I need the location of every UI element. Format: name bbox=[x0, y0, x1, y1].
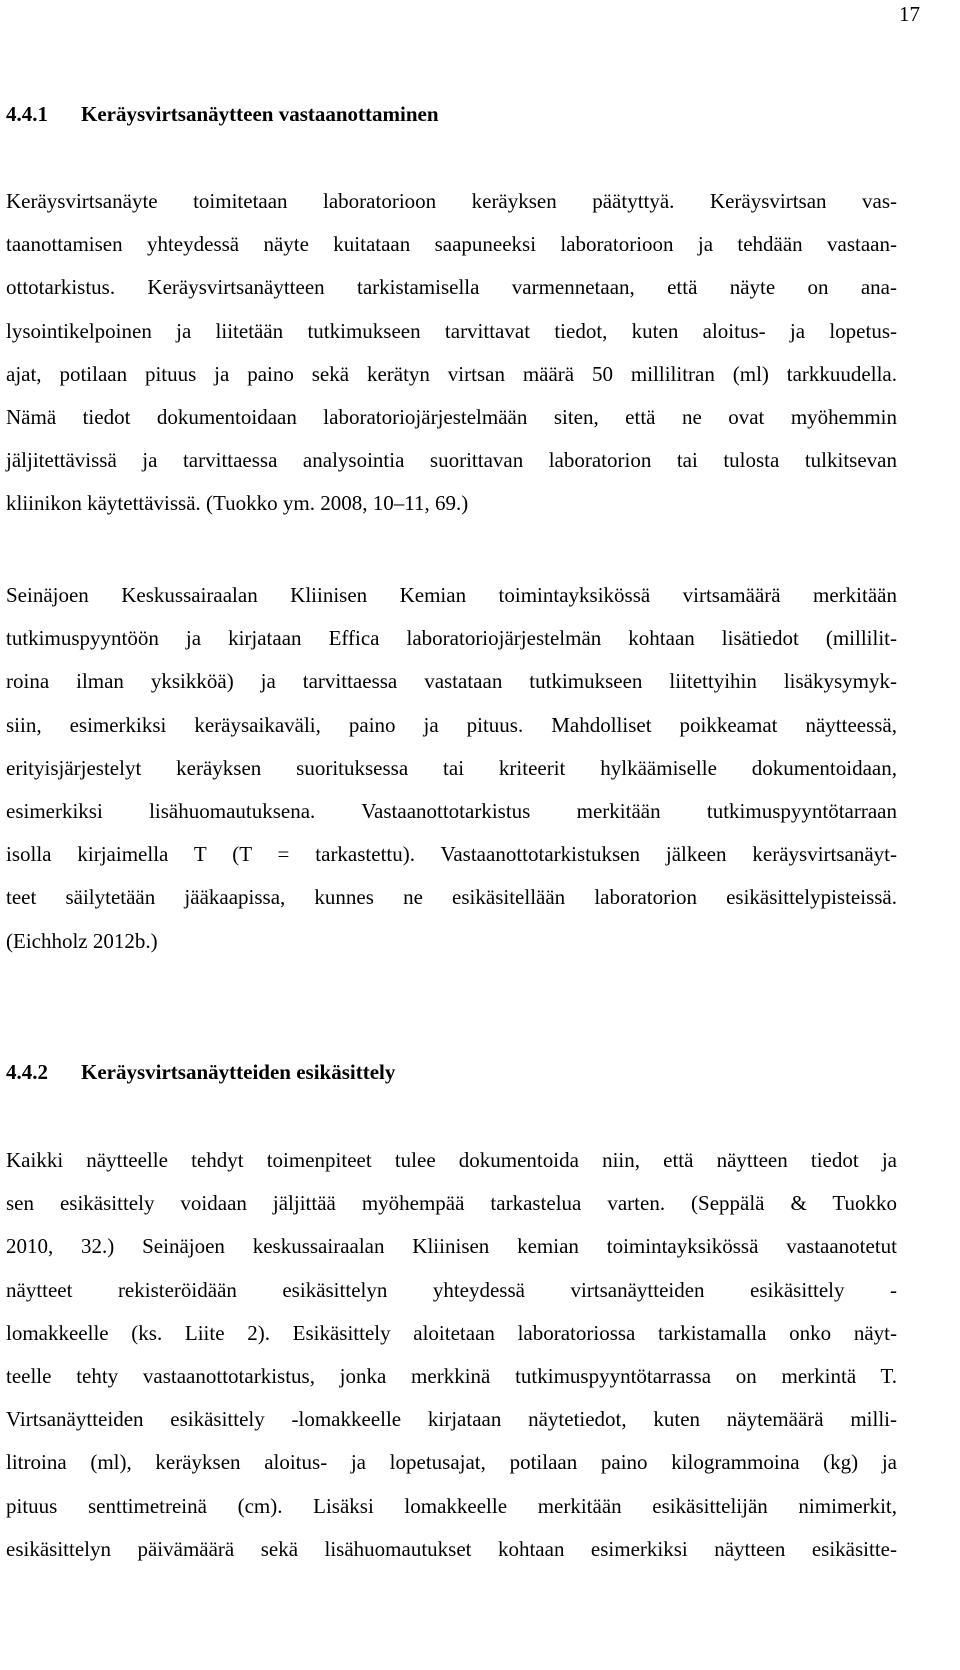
text-line: esimerkiksi lisähuomautuksena. Vastaanottotarkistus merkitään tutkimuspyyntötarraan bbox=[6, 798, 897, 823]
text-line: näytteet rekisteröidään esikäsittelyn yhteydessä virtsanäytteiden esikäsittely - bbox=[6, 1277, 897, 1302]
text-line: teelle tehty vastaanottotarkistus, jonka merkkinä tutkimuspyyntötarrassa on merkintä T. bbox=[6, 1363, 897, 1388]
paragraph-pretreatment bbox=[6, 1139, 897, 1571]
text-line: Nämä tiedot dokumentoidaan laboratoriojärjestelmään siten, että ne ovat myöhemmin bbox=[6, 404, 897, 429]
text-line: (Eichholz 2012b.) bbox=[6, 928, 158, 953]
text-line: esikäsittelyn päivämäärä sekä lisähuomautukset kohtaan esimerkiksi näytteen esikäsitte- bbox=[6, 1536, 897, 1561]
text-line: Virtsanäytteiden esikäsittely -lomakkeelle kirjataan näytetiedot, kuten näytemäärä milli- bbox=[6, 1407, 897, 1432]
text-line: erityisjärjestelyt keräyksen suorituksessa tai kriteerit hylkäämiselle dokumentoidaan, bbox=[6, 755, 897, 780]
text-line: jäljitettävissä ja tarvittaessa analysointia suorittavan laboratorion tai tulosta tulkitsevan bbox=[6, 448, 897, 473]
text-line: roina ilman yksikköä) ja tarvittaessa vastataan tutkimukseen liitettyihin lisäkysymyk- bbox=[6, 669, 897, 694]
paragraph-receipt-intro bbox=[6, 180, 897, 526]
text-line: kliinikon käytettävissä. (Tuokko ym. 2008, 10–11, 69.) bbox=[6, 491, 469, 516]
section-heading-4-4-1 bbox=[6, 100, 439, 128]
section-title: Keräysvirtsanäytteiden esikäsittely bbox=[81, 1060, 396, 1084]
text-line: 2010, 32.) Seinäjoen keskussairaalan Kliinisen kemian toimintayksikössä vastaanotetut bbox=[6, 1234, 897, 1259]
text-line: Kaikki näytteelle tehdyt toimenpiteet tulee dokumentoida niin, että näytteen tiedot ja bbox=[6, 1148, 897, 1172]
section-heading-4-4-2 bbox=[6, 1058, 395, 1086]
text-line: Keräysvirtsanäyte toimitetaan laboratorioon keräyksen päätyttyä. Keräysvirtsan vas- bbox=[6, 189, 897, 213]
text-line: Seinäjoen Keskussairaalan Kliinisen Kemian toimintayksikössä virtsamäärä merkitään bbox=[6, 583, 897, 607]
paragraph-seinajoki-receipt bbox=[6, 574, 897, 963]
text-line: sen esikäsittely voidaan jäljittää myöhempää tarkastelua varten. (Seppälä & Tuokko bbox=[6, 1191, 897, 1216]
text-line: tutkimuspyyntöön ja kirjataan Effica laboratoriojärjestelmän kohtaan lisätiedot (millilit- bbox=[6, 626, 897, 651]
text-line: isolla kirjaimella T (T = tarkastettu). Vastaanottotarkistuksen jälkeen keräysvirtsanäyt- bbox=[6, 842, 897, 867]
section-number: 4.4.1 bbox=[6, 102, 48, 126]
text-line: taanottamisen yhteydessä näyte kuitataan saapuneeksi laboratorioon ja tehdään vastaan- bbox=[6, 232, 897, 257]
text-line: ajat, potilaan pituus ja paino sekä kerätyn virtsan määrä 50 millilitran (ml) tarkkuudella. bbox=[6, 361, 897, 386]
text-line: pituus senttimetreinä (cm). Lisäksi lomakkeelle merkitään esikäsittelijän nimimerkit, bbox=[6, 1493, 897, 1518]
text-line: lomakkeelle (ks. Liite 2). Esikäsittely aloitetaan laboratoriossa tarkistamalla onko näyt- bbox=[6, 1320, 897, 1345]
text-line: lysointikelpoinen ja liitetään tutkimukseen tarvittavat tiedot, kuten aloitus- ja lopetus- bbox=[6, 318, 897, 343]
text-line: ottotarkistus. Keräysvirtsanäytteen tarkistamisella varmennetaan, että näyte on ana- bbox=[6, 275, 897, 300]
text-line: siin, esimerkiksi keräysaikaväli, paino ja pituus. Mahdolliset poikkeamat näytteessä, bbox=[6, 712, 897, 737]
page-number: 17 bbox=[899, 2, 920, 26]
text-line: teet säilytetään jääkaapissa, kunnes ne esikäsitellään laboratorion esikäsittelypisteissä. bbox=[6, 885, 897, 910]
section-title: Keräysvirtsanäytteen vastaanottaminen bbox=[81, 102, 439, 126]
text-line: litroina (ml), keräyksen aloitus- ja lopetusajat, potilaan paino kilogrammoina (kg) ja bbox=[6, 1450, 897, 1475]
section-number: 4.4.2 bbox=[6, 1060, 48, 1084]
